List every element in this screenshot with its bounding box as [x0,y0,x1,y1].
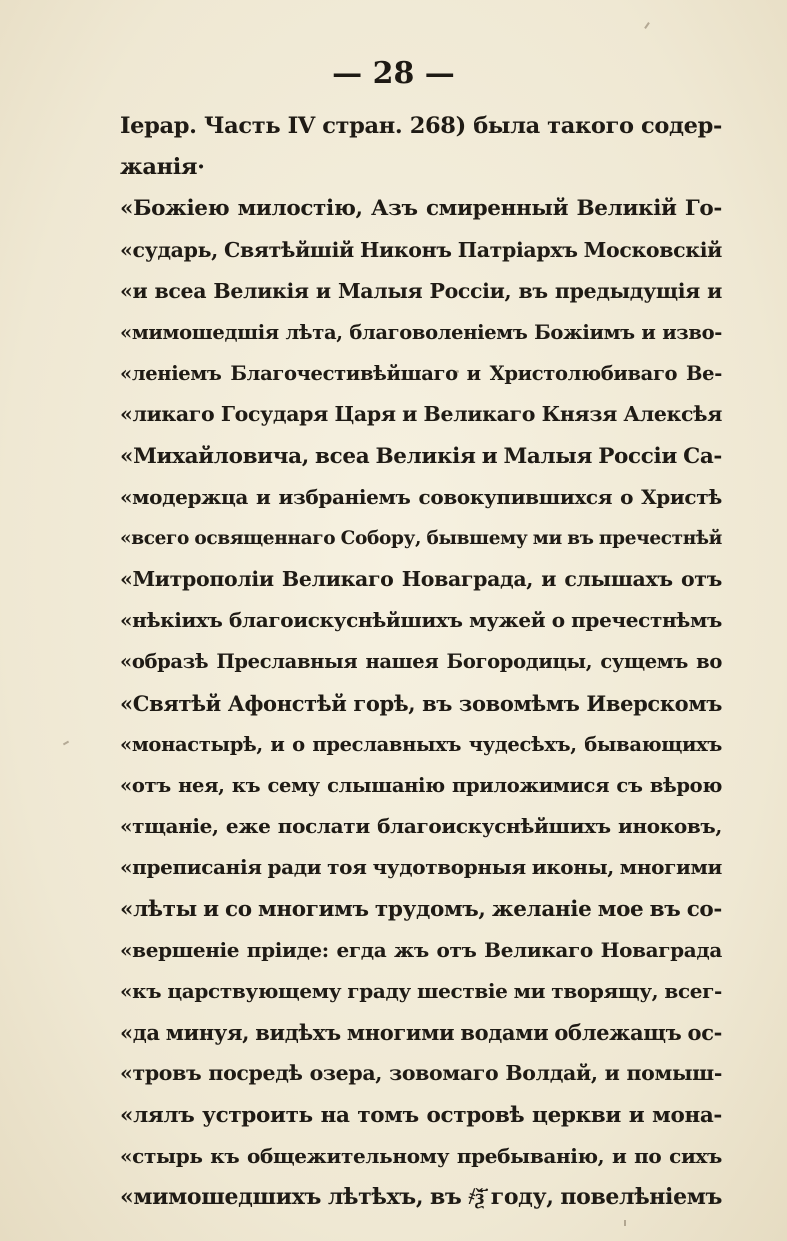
paper-speck [624,1220,626,1226]
paper-speck [63,741,69,746]
text-line: «Михайловича, всеа Великія и Малыя Россіи Са- [120,443,722,469]
text-line: «всего освященнаго Собору, бывшему ми въ пречестнѣй [120,527,722,549]
text-line: «Божіею милостію, Азъ смиренный Великій Го- [120,196,722,222]
text-line: «лѣты и со многимъ трудомъ, желаніе мое въ со- [120,896,722,922]
page-number: — 28 — [332,56,455,91]
text-line: «мимошедшихъ лѣтѣхъ, въ ҂ѯ҃ году, повелѣніемъ [120,1183,722,1210]
text-line: «тровъ посредѣ озера, зовомаго Волдай, и помыш- [120,1061,722,1086]
text-line: «мимошедшія лѣта, благоволеніемъ Божіимъ и изво- [120,320,722,344]
text-line: «сударь, Святѣйшій Никонъ Патріархъ Московскій [120,237,722,262]
text-line: «ликаго Государя Царя и Великаго Князя Алексѣя [120,402,722,427]
text-line: «тщаніе, еже послати благоискуснѣйшихъ иноковъ, [120,814,722,839]
text-line: «Святѣй Афонстѣй горѣ, въ зовомѣмъ Иверскомъ [120,690,722,716]
text-line: «и всеа Великія и Малыя Россіи, въ предыдущія и [120,278,722,303]
text-line: «преписанія ради тоя чудотворныя иконы, многими [120,855,722,880]
text-line: «образѣ Преславныя нашея Богородицы, сущемъ во [120,650,722,674]
text-line: «монастырѣ, и о преславныхъ чудесѣхъ, бывающихъ [120,732,722,756]
text-line: «отъ нея, къ сему слышанію приложимися съ вѣрою [120,774,722,797]
text-line: «лялъ устроить на томъ островѣ церкви и мона- [120,1102,722,1128]
text-line: «леніемъ Благочестивѣйшаго и Христолюбиваго Ве- [120,362,722,386]
text-line: «вершеніе пріиде: егда жъ отъ Великаго Новаграда [120,937,722,962]
text-line: «стырь къ общежительному пребыванію, и по сихъ [120,1143,722,1168]
paper-speck [644,22,650,29]
text-line: «модержца и избраніемъ совокупившихся о Христѣ [120,484,722,509]
text-line: «нѣкіихъ благоискуснѣйшихъ мужей о пречестнѣмъ [120,608,722,633]
text-line: Iерар. Часть IV стран. 268) была такого содер- [120,113,722,139]
text-line: «Митрополіи Великаго Новаграда, и слышахъ отъ [120,567,722,592]
text-line: жанія· [120,154,205,181]
text-line: «да минуя, видѣхъ многими водами облежащъ ос- [120,1020,722,1046]
body-text [120,106,722,1218]
paper-speck [456,370,459,373]
text-line: «къ царствующему граду шествіе ми творящу, всег- [120,978,722,1003]
